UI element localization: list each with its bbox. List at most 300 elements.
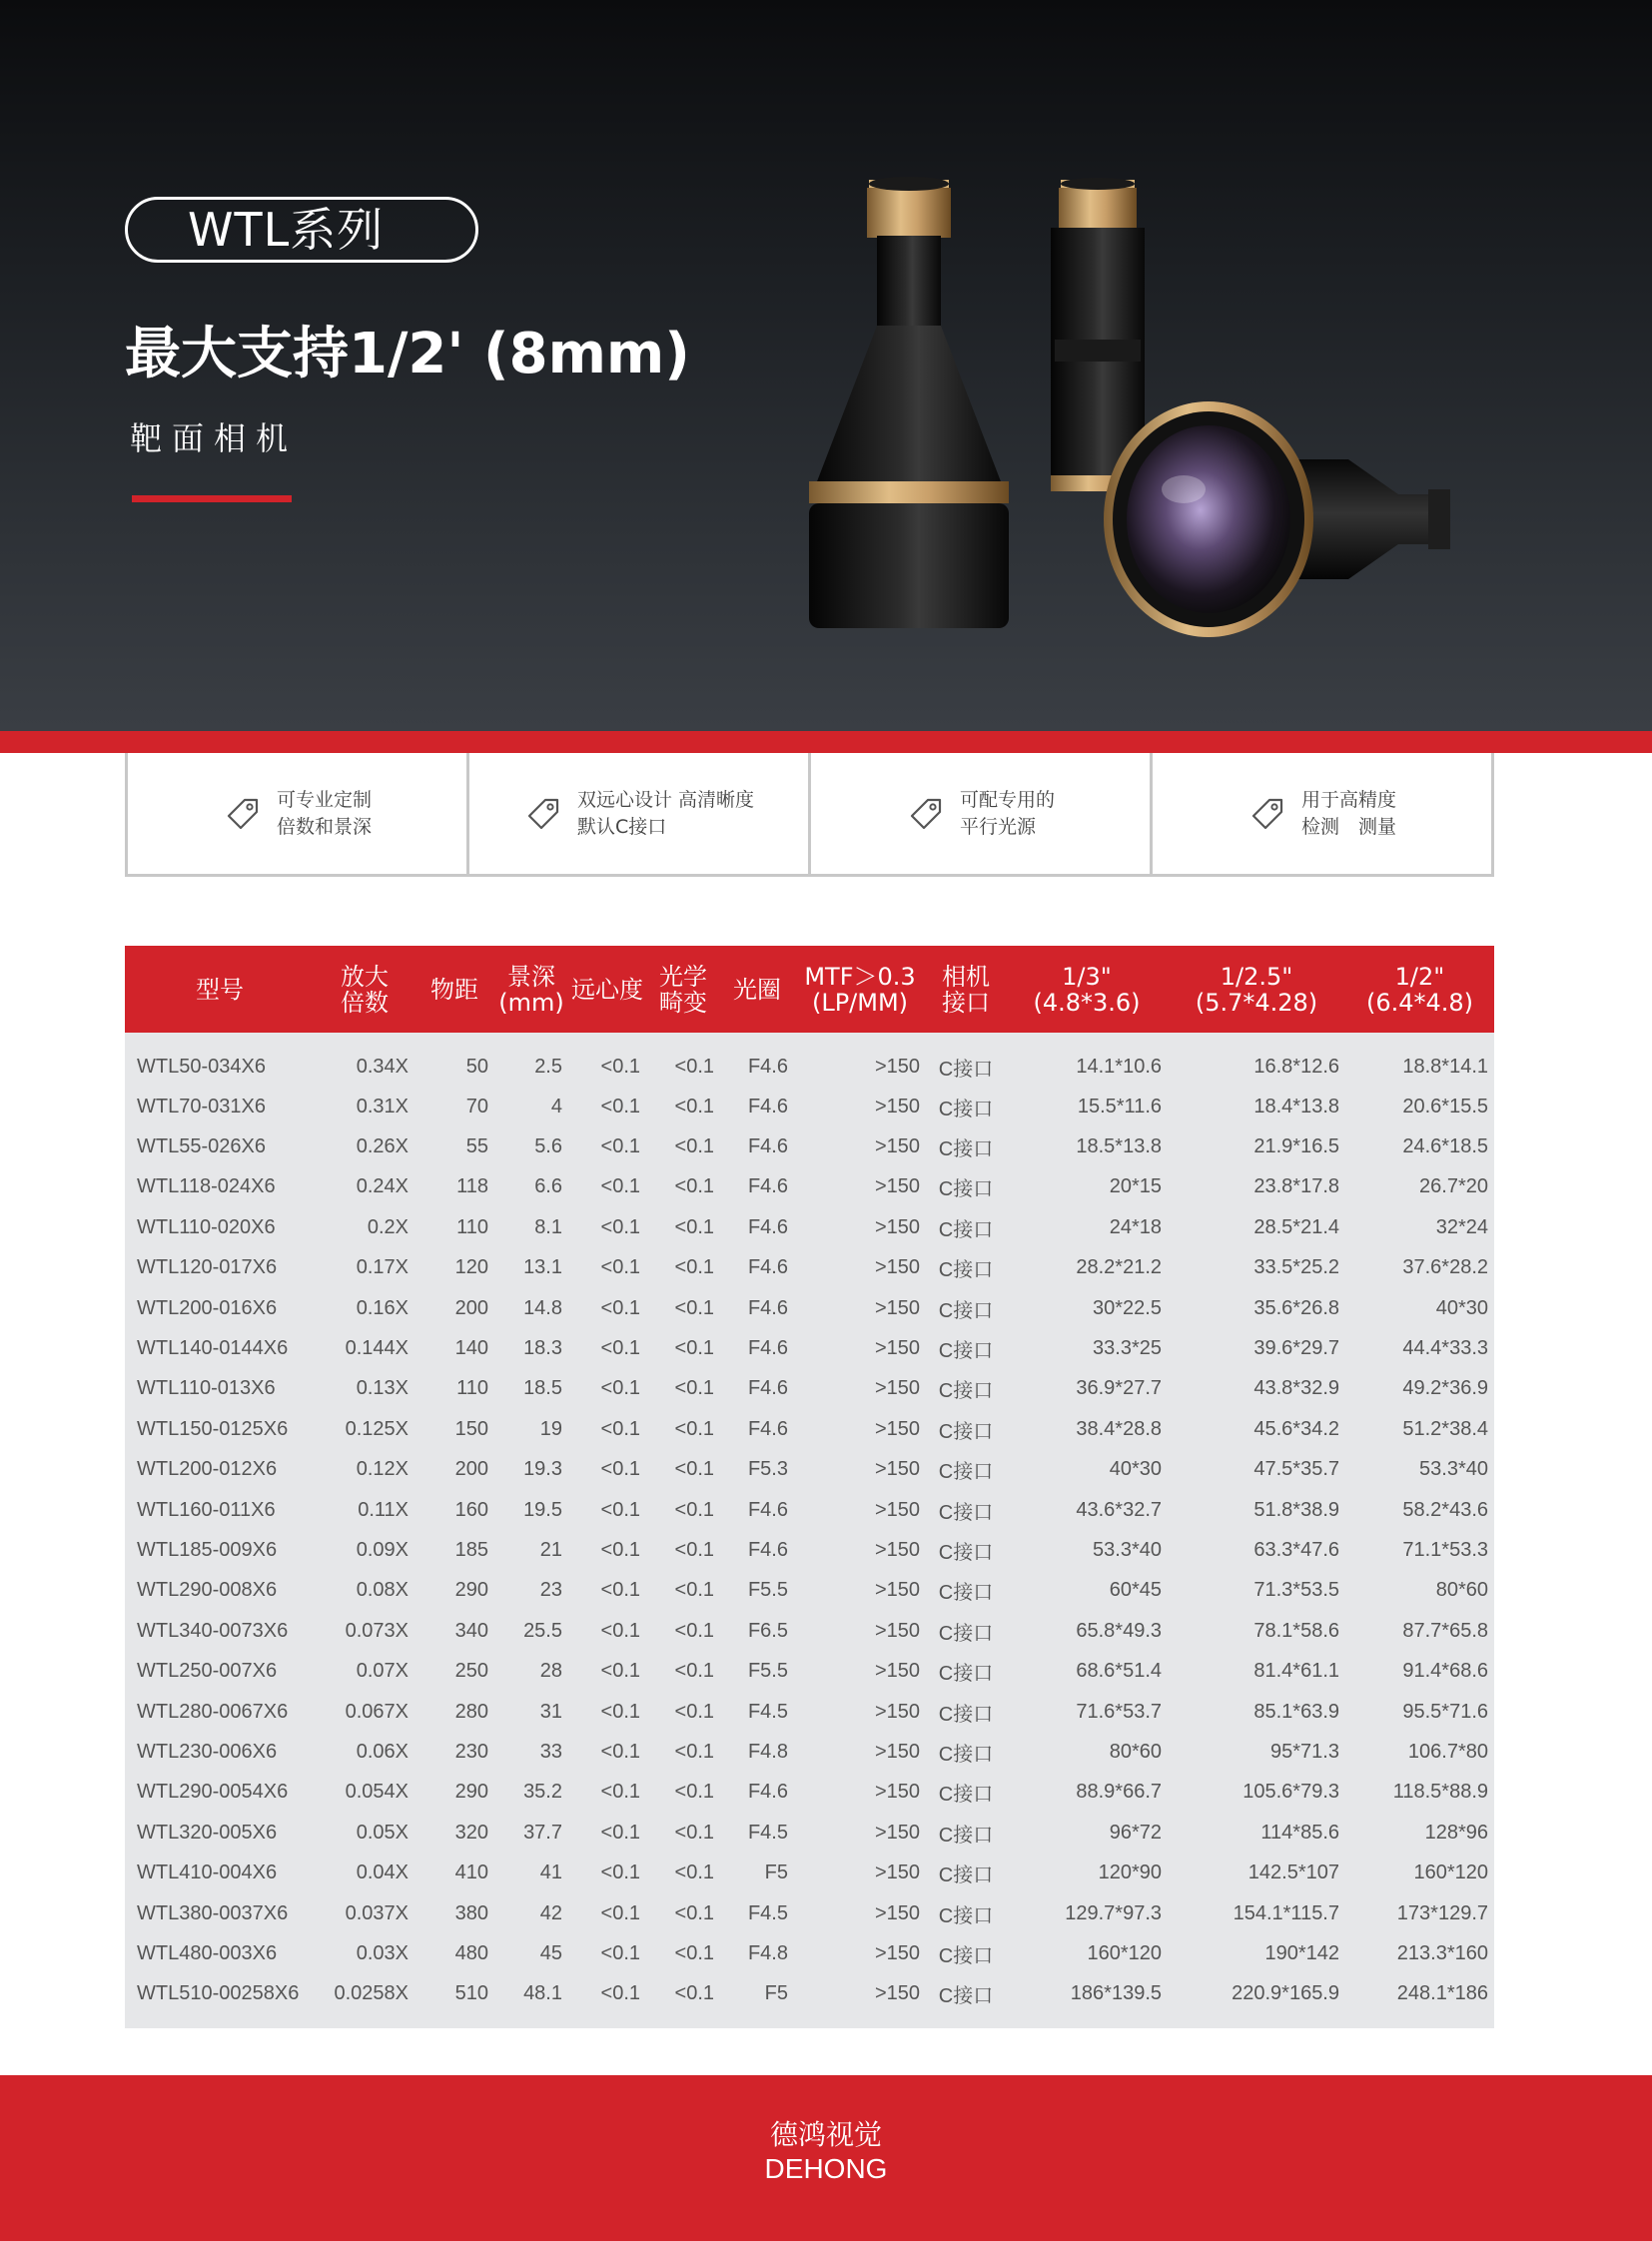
cell-telecentricity: <0.1: [600, 1417, 640, 1440]
cell-distortion: <0.1: [674, 1296, 714, 1319]
cell-magnification: 0.04X: [356, 1862, 409, 1884]
cell-model: WTL110-020X6: [137, 1215, 276, 1238]
table-row: [125, 1692, 1494, 1732]
cell-model: WTL185-009X6: [137, 1538, 278, 1561]
cell-mtf: >150: [874, 1862, 920, 1884]
table-row: [125, 1490, 1494, 1530]
spec-table: [125, 946, 1494, 2028]
table-row: [125, 1813, 1494, 1853]
cell-magnification: 0.08X: [356, 1579, 409, 1602]
cell-distortion: <0.1: [674, 1215, 714, 1238]
table-row: [125, 1651, 1494, 1691]
cell-depth-of-field: 31: [539, 1700, 562, 1723]
cell-mtf: >150: [874, 1175, 920, 1198]
cell-depth-of-field: 41: [539, 1862, 562, 1884]
cell-magnification: 0.125X: [345, 1417, 409, 1440]
cell-mtf: >150: [874, 1135, 920, 1158]
cell-fov-1-2: 87.7*65.8: [1402, 1619, 1488, 1642]
feature-strip: [125, 753, 1494, 877]
cell-magnification: 0.067X: [345, 1700, 409, 1723]
cell-model: WTL510-00258X6: [137, 1982, 300, 2005]
cell-distortion: <0.1: [674, 1256, 714, 1279]
cell-distortion: <0.1: [674, 1175, 714, 1198]
tag-icon: [523, 794, 563, 834]
cell-distortion: <0.1: [674, 1821, 714, 1844]
cell-depth-of-field: 48.1: [523, 1982, 562, 2005]
header-sensor-1-2-5: 1/2.5"(5.7*4.28): [1168, 946, 1345, 1033]
cell-aperture: F4.6: [747, 1337, 788, 1360]
feature-line-2: 倍数和景深: [276, 815, 372, 838]
table-row: [125, 1530, 1494, 1570]
cell-camera-mount: C接口: [938, 1299, 994, 1322]
cell-fov-1-2-5: 105.6*79.3: [1242, 1781, 1339, 1804]
cell-distortion: <0.1: [674, 1781, 714, 1804]
cell-distortion: <0.1: [674, 1377, 714, 1400]
feature-item: [469, 753, 811, 874]
cell-aperture: F4.5: [747, 1821, 788, 1844]
cell-model: WTL340-0073X6: [137, 1619, 289, 1642]
cell-working-distance: 150: [454, 1417, 488, 1440]
header-model: 型号: [125, 946, 315, 1033]
cell-mtf: >150: [874, 1740, 920, 1763]
cell-telecentricity: <0.1: [600, 1781, 640, 1804]
cell-working-distance: 510: [454, 1982, 488, 2005]
cell-aperture: F4.8: [747, 1941, 788, 1964]
cell-depth-of-field: 5.6: [534, 1135, 562, 1158]
cell-telecentricity: <0.1: [600, 1337, 640, 1360]
cell-fov-1-3: 15.5*11.6: [1077, 1095, 1162, 1118]
cell-mtf: >150: [874, 1579, 920, 1602]
cell-distortion: <0.1: [674, 1862, 714, 1884]
cell-fov-1-2: 173*129.7: [1396, 1901, 1488, 1924]
cell-aperture: F4.5: [747, 1901, 788, 1924]
cell-magnification: 0.2X: [367, 1215, 409, 1238]
cell-fov-1-3: 160*120: [1087, 1941, 1162, 1964]
cell-mtf: >150: [874, 1055, 920, 1078]
series-badge: WTL系列: [125, 197, 478, 263]
cell-depth-of-field: 8.1: [534, 1215, 562, 1238]
cell-magnification: 0.0258X: [334, 1982, 409, 2005]
feature-item: [811, 753, 1153, 874]
cell-telecentricity: <0.1: [600, 1538, 640, 1561]
cell-depth-of-field: 35.2: [523, 1781, 562, 1804]
cell-distortion: <0.1: [674, 1740, 714, 1763]
cell-working-distance: 120: [454, 1256, 488, 1279]
cell-fov-1-2-5: 114*85.6: [1260, 1821, 1339, 1844]
cell-distortion: <0.1: [674, 1055, 714, 1078]
cell-aperture: F4.6: [747, 1175, 788, 1198]
cell-aperture: F4.6: [747, 1377, 788, 1400]
cell-model: WTL250-007X6: [137, 1660, 278, 1683]
cell-working-distance: 200: [454, 1458, 488, 1481]
cell-working-distance: 480: [454, 1941, 488, 1964]
cell-magnification: 0.31X: [356, 1095, 409, 1118]
cell-model: WTL118-024X6: [137, 1175, 276, 1198]
cell-mtf: >150: [874, 1498, 920, 1521]
cell-magnification: 0.13X: [356, 1377, 409, 1400]
cell-camera-mount: C接口: [938, 1703, 994, 1726]
cell-working-distance: 230: [454, 1740, 488, 1763]
cell-mtf: >150: [874, 1417, 920, 1440]
cell-fov-1-2-5: 28.5*21.4: [1253, 1215, 1339, 1238]
cell-working-distance: 250: [454, 1660, 488, 1683]
cell-model: WTL230-006X6: [137, 1740, 278, 1763]
table-row: [125, 1248, 1494, 1288]
table-header-row: [125, 946, 1494, 1033]
cell-fov-1-3: 60*45: [1109, 1579, 1162, 1602]
cell-fov-1-3: 36.9*27.7: [1076, 1377, 1162, 1400]
cell-magnification: 0.144X: [345, 1337, 409, 1360]
cell-distortion: <0.1: [674, 1619, 714, 1642]
cell-fov-1-2: 71.1*53.3: [1402, 1538, 1488, 1561]
cell-fov-1-2: 20.6*15.5: [1402, 1095, 1488, 1118]
footer-band: [0, 2075, 1652, 2241]
cell-magnification: 0.26X: [356, 1135, 409, 1158]
cell-working-distance: 55: [465, 1135, 488, 1158]
cell-distortion: <0.1: [674, 1095, 714, 1118]
cell-fov-1-2-5: 220.9*165.9: [1232, 1982, 1339, 2005]
cell-mtf: >150: [874, 1982, 920, 2005]
cell-distortion: <0.1: [674, 1135, 714, 1158]
cell-distortion: <0.1: [674, 1700, 714, 1723]
table-body: [125, 1033, 1494, 2028]
header-aperture: 光圈: [720, 946, 794, 1033]
cell-depth-of-field: 19: [539, 1417, 562, 1440]
cell-fov-1-2: 24.6*18.5: [1402, 1135, 1488, 1158]
cell-aperture: F5.3: [747, 1458, 788, 1481]
cell-mtf: >150: [874, 1619, 920, 1642]
cell-model: WTL380-0037X6: [137, 1901, 289, 1924]
cell-magnification: 0.34X: [356, 1055, 409, 1078]
cell-fov-1-2-5: 16.8*12.6: [1253, 1055, 1339, 1078]
cell-aperture: F4.6: [747, 1498, 788, 1521]
cell-working-distance: 70: [465, 1095, 488, 1118]
cell-telecentricity: <0.1: [600, 1941, 640, 1964]
cell-telecentricity: <0.1: [600, 1377, 640, 1400]
cell-fov-1-3: 80*60: [1109, 1740, 1162, 1763]
cell-model: WTL150-0125X6: [137, 1417, 289, 1440]
cell-camera-mount: C接口: [938, 1985, 994, 2008]
cell-mtf: >150: [874, 1095, 920, 1118]
cell-telecentricity: <0.1: [600, 1579, 640, 1602]
cell-camera-mount: C接口: [938, 1663, 994, 1686]
cell-model: WTL160-011X6: [137, 1498, 276, 1521]
cell-camera-mount: C接口: [938, 1218, 994, 1241]
cell-fov-1-2: 95.5*71.6: [1402, 1700, 1488, 1723]
cell-telecentricity: <0.1: [600, 1660, 640, 1683]
cell-mtf: >150: [874, 1458, 920, 1481]
cell-telecentricity: <0.1: [600, 1700, 640, 1723]
cell-telecentricity: <0.1: [600, 1498, 640, 1521]
table-row: [125, 1893, 1494, 1933]
tag-icon: [223, 794, 263, 834]
cell-distortion: <0.1: [674, 1941, 714, 1964]
cell-fov-1-2: 128*96: [1424, 1821, 1488, 1844]
cell-aperture: F5.5: [747, 1660, 788, 1683]
cell-telecentricity: <0.1: [600, 1821, 640, 1844]
cell-fov-1-2: 106.7*80: [1407, 1740, 1488, 1763]
cell-camera-mount: C接口: [938, 1178, 994, 1201]
cell-magnification: 0.05X: [356, 1821, 409, 1844]
cell-model: WTL120-017X6: [137, 1256, 278, 1279]
cell-camera-mount: C接口: [938, 1340, 994, 1363]
cell-working-distance: 110: [456, 1215, 488, 1238]
cell-telecentricity: <0.1: [600, 1055, 640, 1078]
cell-camera-mount: C接口: [938, 1461, 994, 1484]
cell-fov-1-2: 248.1*186: [1396, 1982, 1488, 2005]
table-row: [125, 1033, 1494, 1087]
cell-magnification: 0.24X: [356, 1175, 409, 1198]
cell-fov-1-2: 37.6*28.2: [1402, 1256, 1488, 1279]
cell-fov-1-2-5: 85.1*63.9: [1253, 1700, 1339, 1723]
cell-mtf: >150: [874, 1781, 920, 1804]
hero-title: 最大支持1/2' (8mm): [125, 322, 690, 386]
table-row: [125, 1126, 1494, 1166]
cell-aperture: F4.6: [747, 1296, 788, 1319]
cell-working-distance: 280: [454, 1700, 488, 1723]
cell-fov-1-2-5: 45.6*34.2: [1253, 1417, 1339, 1440]
cell-mtf: >150: [874, 1296, 920, 1319]
cell-magnification: 0.037X: [345, 1901, 409, 1924]
cell-aperture: F5: [764, 1982, 788, 2005]
cell-fov-1-3: 33.3*25: [1093, 1337, 1162, 1360]
table-row: [125, 1288, 1494, 1328]
hero-banner: [0, 0, 1652, 731]
cell-depth-of-field: 23: [539, 1579, 562, 1602]
header-distortion: 光学 畸变: [646, 946, 720, 1033]
cell-depth-of-field: 13.1: [523, 1256, 562, 1279]
cell-aperture: F4.6: [747, 1135, 788, 1158]
cell-aperture: F4.6: [747, 1215, 788, 1238]
cell-aperture: F6.5: [747, 1619, 788, 1642]
cell-camera-mount: C接口: [938, 1784, 994, 1807]
cell-camera-mount: C接口: [938, 1501, 994, 1524]
hero-accent-line: [132, 495, 292, 502]
cell-working-distance: 160: [454, 1498, 488, 1521]
brand-name-en: DEHONG: [764, 2153, 888, 2184]
cell-fov-1-2-5: 39.6*29.7: [1253, 1337, 1339, 1360]
cell-fov-1-3: 120*90: [1098, 1862, 1162, 1884]
table-row: [125, 1773, 1494, 1813]
cell-fov-1-2-5: 33.5*25.2: [1253, 1256, 1339, 1279]
header-depth-of-field: 景深 (mm): [494, 946, 568, 1033]
table-row: [125, 1167, 1494, 1207]
cell-distortion: <0.1: [674, 1660, 714, 1683]
cell-model: WTL55-026X6: [137, 1135, 266, 1158]
cell-fov-1-3: 43.6*32.7: [1076, 1498, 1162, 1521]
cell-magnification: 0.03X: [356, 1941, 409, 1964]
cell-depth-of-field: 45: [539, 1941, 562, 1964]
cell-fov-1-2: 160*120: [1413, 1862, 1488, 1884]
cell-model: WTL70-031X6: [137, 1095, 266, 1118]
cell-depth-of-field: 25.5: [523, 1619, 562, 1642]
table-row: [125, 1853, 1494, 1892]
cell-aperture: F5: [764, 1862, 788, 1884]
cell-model: WTL50-034X6: [137, 1055, 266, 1078]
cell-fov-1-2: 118.5*88.9: [1392, 1781, 1488, 1804]
header-mtf: MTF＞0.3 (LP/MM): [794, 946, 926, 1033]
cell-fov-1-2-5: 95*71.3: [1270, 1740, 1339, 1763]
cell-telecentricity: <0.1: [600, 1296, 640, 1319]
cell-distortion: <0.1: [674, 1458, 714, 1481]
cell-magnification: 0.09X: [356, 1538, 409, 1561]
hero-subtitle: 靶面相机: [130, 419, 299, 457]
header-working-distance: 物距: [414, 946, 494, 1033]
cell-model: WTL140-0144X6: [137, 1337, 289, 1360]
cell-mtf: >150: [874, 1337, 920, 1360]
cell-model: WTL290-008X6: [137, 1579, 278, 1602]
cell-fov-1-2-5: 81.4*61.1: [1253, 1660, 1339, 1683]
feature-line-2: 默认C接口: [576, 815, 667, 838]
table-row: [125, 1974, 1494, 2028]
header-camera-mount: 相机 接口: [926, 946, 1006, 1033]
cell-camera-mount: C接口: [938, 1582, 994, 1605]
cell-fov-1-2: 49.2*36.9: [1402, 1377, 1488, 1400]
cell-depth-of-field: 14.8: [523, 1296, 562, 1319]
cell-telecentricity: <0.1: [600, 1175, 640, 1198]
cell-aperture: F4.6: [747, 1256, 788, 1279]
cell-aperture: F5.5: [747, 1579, 788, 1602]
tag-icon: [906, 794, 946, 834]
feature-item: [1153, 753, 1491, 874]
cell-camera-mount: C接口: [938, 1259, 994, 1282]
cell-fov-1-2: 32*24: [1435, 1215, 1488, 1238]
cell-fov-1-3: 88.9*66.7: [1076, 1781, 1162, 1804]
cell-mtf: >150: [874, 1215, 920, 1238]
cell-mtf: >150: [874, 1901, 920, 1924]
header-magnification: 放大 倍数: [315, 946, 414, 1033]
cell-fov-1-3: 96*72: [1109, 1821, 1162, 1844]
cell-model: WTL200-012X6: [137, 1458, 278, 1481]
cell-fov-1-2: 91.4*68.6: [1402, 1660, 1488, 1683]
cell-working-distance: 290: [454, 1579, 488, 1602]
cell-telecentricity: <0.1: [600, 1135, 640, 1158]
cell-camera-mount: C接口: [938, 1824, 994, 1847]
feature-line-2: 检测 测量: [1300, 815, 1396, 838]
table-row: [125, 1933, 1494, 1973]
cell-depth-of-field: 6.6: [534, 1175, 562, 1198]
cell-fov-1-2-5: 21.9*16.5: [1253, 1135, 1339, 1158]
cell-fov-1-3: 24*18: [1109, 1215, 1162, 1238]
cell-fov-1-2: 40*30: [1435, 1296, 1488, 1319]
cell-working-distance: 140: [454, 1337, 488, 1360]
cell-camera-mount: C接口: [938, 1743, 994, 1766]
cell-fov-1-2: 51.2*38.4: [1402, 1417, 1488, 1440]
cell-depth-of-field: 2.5: [534, 1055, 562, 1078]
cell-magnification: 0.06X: [356, 1740, 409, 1763]
cell-fov-1-3: 14.1*10.6: [1076, 1055, 1162, 1078]
cell-distortion: <0.1: [674, 1538, 714, 1561]
red-divider-band: [0, 731, 1652, 753]
cell-mtf: >150: [874, 1660, 920, 1683]
cell-working-distance: 340: [454, 1619, 488, 1642]
cell-fov-1-2: 53.3*40: [1419, 1458, 1488, 1481]
cell-telecentricity: <0.1: [600, 1901, 640, 1924]
cell-fov-1-2: 18.8*14.1: [1402, 1055, 1488, 1078]
table-row: [125, 1450, 1494, 1490]
cell-magnification: 0.07X: [356, 1660, 409, 1683]
feature-line-1: 可配专用的: [959, 788, 1055, 811]
cell-model: WTL290-0054X6: [137, 1781, 289, 1804]
feature-line-1: 可专业定制: [276, 788, 372, 811]
cell-fov-1-2-5: 190*142: [1264, 1941, 1339, 1964]
cell-telecentricity: <0.1: [600, 1458, 640, 1481]
feature-line-2: 平行光源: [959, 815, 1036, 838]
cell-distortion: <0.1: [674, 1982, 714, 2005]
feature-line-1: 用于高精度: [1300, 788, 1396, 811]
cell-mtf: >150: [874, 1700, 920, 1723]
telecentric-lens-product-image: [789, 160, 1488, 669]
cell-distortion: <0.1: [674, 1498, 714, 1521]
cell-camera-mount: C接口: [938, 1904, 994, 1927]
cell-mtf: >150: [874, 1538, 920, 1561]
cell-fov-1-2: 80*60: [1435, 1579, 1488, 1602]
header-sensor-1-2: 1/2"(6.4*4.8): [1345, 946, 1494, 1033]
cell-telecentricity: <0.1: [600, 1256, 640, 1279]
cell-aperture: F4.6: [747, 1781, 788, 1804]
cell-fov-1-2-5: 47.5*35.7: [1253, 1458, 1339, 1481]
cell-working-distance: 410: [454, 1862, 488, 1884]
cell-aperture: F4.6: [747, 1538, 788, 1561]
cell-mtf: >150: [874, 1256, 920, 1279]
cell-fov-1-2-5: 142.5*107: [1247, 1862, 1339, 1884]
cell-fov-1-3: 38.4*28.8: [1076, 1417, 1162, 1440]
cell-fov-1-3: 186*139.5: [1070, 1982, 1162, 2005]
cell-working-distance: 118: [456, 1175, 488, 1198]
cell-aperture: F4.6: [747, 1417, 788, 1440]
table-row: [125, 1207, 1494, 1247]
cell-magnification: 0.073X: [345, 1619, 409, 1642]
table-row: [125, 1571, 1494, 1611]
cell-working-distance: 290: [454, 1781, 488, 1804]
cell-fov-1-3: 18.5*13.8: [1076, 1135, 1162, 1158]
cell-model: WTL110-013X6: [137, 1377, 276, 1400]
cell-depth-of-field: 18.3: [523, 1337, 562, 1360]
cell-fov-1-3: 65.8*49.3: [1076, 1619, 1162, 1642]
cell-distortion: <0.1: [674, 1417, 714, 1440]
cell-magnification: 0.054X: [345, 1781, 409, 1804]
cell-depth-of-field: 37.7: [523, 1821, 562, 1844]
cell-depth-of-field: 42: [539, 1901, 562, 1924]
cell-fov-1-2-5: 35.6*26.8: [1253, 1296, 1339, 1319]
cell-fov-1-2-5: 154.1*115.7: [1233, 1901, 1339, 1924]
cell-depth-of-field: 33: [539, 1740, 562, 1763]
cell-distortion: <0.1: [674, 1901, 714, 1924]
cell-depth-of-field: 19.3: [523, 1458, 562, 1481]
cell-fov-1-2-5: 63.3*47.6: [1253, 1538, 1339, 1561]
cell-telecentricity: <0.1: [600, 1095, 640, 1118]
cell-camera-mount: C接口: [938, 1420, 994, 1443]
cell-telecentricity: <0.1: [600, 1619, 640, 1642]
cell-aperture: F4.5: [747, 1700, 788, 1723]
table-row: [125, 1611, 1494, 1651]
cell-telecentricity: <0.1: [600, 1215, 640, 1238]
cell-magnification: 0.17X: [356, 1256, 409, 1279]
cell-fov-1-2-5: 23.8*17.8: [1253, 1175, 1339, 1198]
cell-model: WTL320-005X6: [137, 1821, 278, 1844]
cell-depth-of-field: 21: [539, 1538, 562, 1561]
feature-line-1: 双远心设计 高清晰度: [576, 788, 755, 811]
cell-fov-1-3: 53.3*40: [1093, 1538, 1162, 1561]
cell-camera-mount: C接口: [938, 1541, 994, 1564]
cell-fov-1-2-5: 43.8*32.9: [1253, 1377, 1339, 1400]
cell-working-distance: 200: [454, 1296, 488, 1319]
cell-mtf: >150: [874, 1377, 920, 1400]
cell-fov-1-2-5: 51.8*38.9: [1253, 1498, 1339, 1521]
cell-model: WTL480-003X6: [137, 1941, 278, 1964]
cell-distortion: <0.1: [674, 1337, 714, 1360]
cell-fov-1-2-5: 71.3*53.5: [1253, 1579, 1339, 1602]
